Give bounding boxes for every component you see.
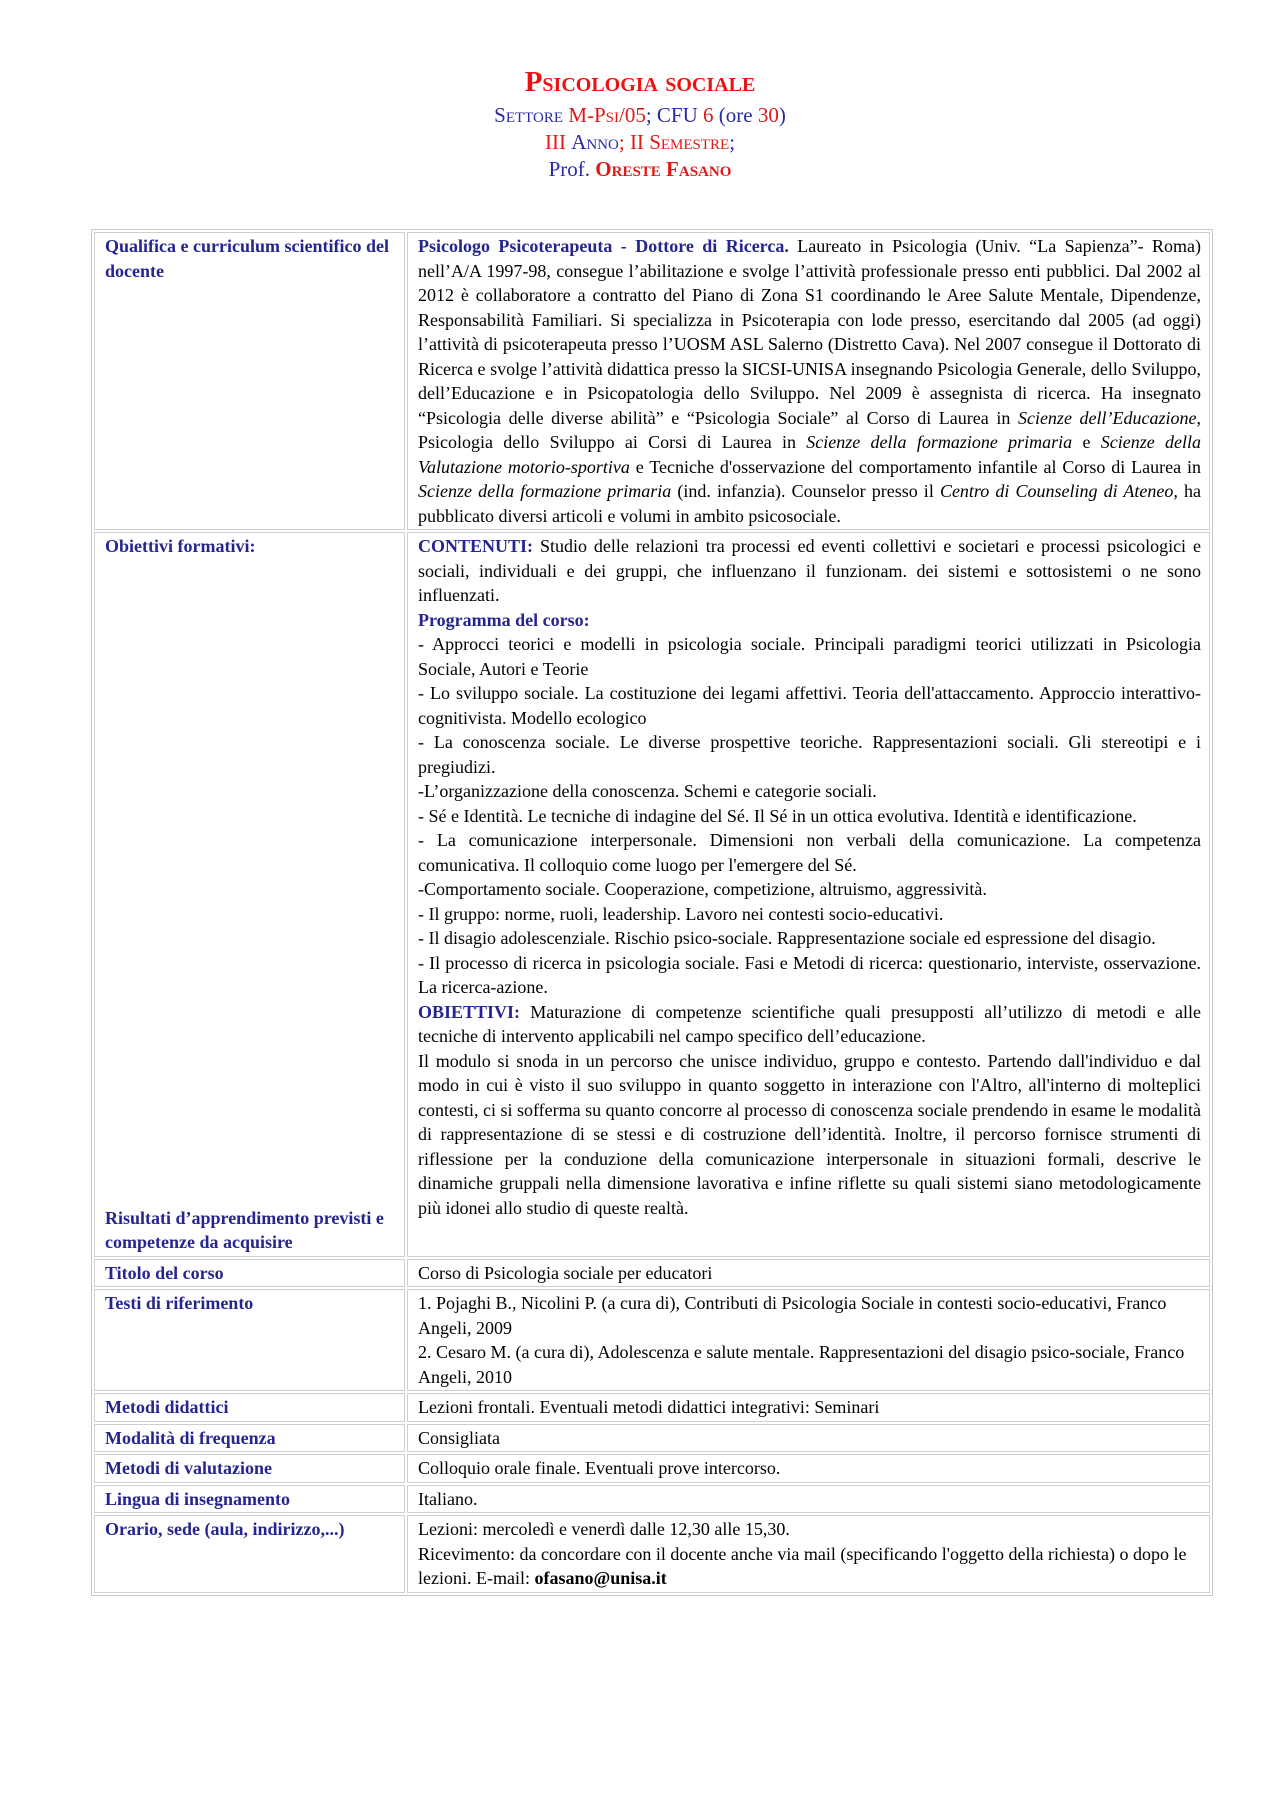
value-testi bbox=[407, 1289, 1210, 1391]
qualifica-text: e bbox=[1072, 432, 1101, 452]
orario-lezioni: Lezioni: mercoledì e venerdì dalle 12,30 alle 15,30. bbox=[418, 1519, 790, 1539]
qualifica-italic: Scienze della formazione primaria bbox=[806, 432, 1073, 452]
qualifica-italic: Scienze della formazione primaria bbox=[418, 481, 672, 501]
row-titolo bbox=[94, 1259, 1210, 1288]
row-metodi-didattici bbox=[94, 1393, 1210, 1422]
modulo-para: Il modulo si snoda in un percorso che unisce individuo, gruppo e contesto. Partendo dall'individuo e dal modo in cui è visto il suo sviluppo in quanto soggetto in interazione con l'Altro, all'interno di molteplici contesti, ci si sofferma su quanto concorre al processo di conoscenza sociale prendendo in esame le modalità di rappresentazione di se stessi e di costruzione dell’identità. Inoltre, il percorso fornisce strumenti di riflessione per la conduzione della comunicazione interpersonale in situazioni formali, descrive le dinamiche gruppali nella dimensione lavorativa e infine riflette su quali sistemi siano metodologicamente più idonei allo studio di queste realtà. bbox=[418, 1050, 1201, 1218]
qualifica-text: ha pubblicato diversi articoli e volumi in ambito psicosociale. bbox=[418, 481, 1201, 526]
value-titolo: Corso di Psicologia sociale per educatori bbox=[407, 1259, 1210, 1288]
prof-label: Prof. bbox=[548, 157, 591, 181]
prof-name: Oreste Fasano bbox=[595, 157, 732, 181]
ore-open: (ore bbox=[718, 103, 753, 127]
label-metodi-didattici: Metodi didattici bbox=[94, 1393, 405, 1422]
semestre-end: ; bbox=[729, 130, 736, 154]
prof-line bbox=[0, 156, 1280, 183]
value-frequenza: Consigliata bbox=[407, 1424, 1210, 1453]
contenuti-text: Studio delle relazioni tra processi ed eventi collettivi e societari e processi psicologici e sociali, individuali e dei gruppi, che influenzano il funzionam. dei sistemi e sottosistemi o ne sono influenzati. bbox=[418, 536, 1201, 605]
ore-value: 30 bbox=[757, 103, 779, 127]
anno-num: III bbox=[544, 130, 566, 154]
programma-item: - Approcci teorici e modelli in psicologia sociale. Principali paradigmi teorici utilizzati in Psicologia Sociale, Autori e Teorie bbox=[418, 634, 1201, 679]
programma-item: - La conoscenza sociale. Le diverse prospettive teoriche. Rappresentazioni sociali. Gli stereotipi e i pregiudizi. bbox=[418, 732, 1201, 777]
qualifica-text: e Tecniche d'osservazione del comportamento infantile al Corso di Laurea in bbox=[629, 456, 1202, 477]
obiettivi-head: OBIETTIVI: bbox=[418, 1001, 521, 1022]
settore-code: M-Psi/05 bbox=[568, 103, 646, 127]
row-obiettivi bbox=[94, 532, 1210, 1257]
value-orario bbox=[407, 1515, 1210, 1593]
row-qualifica bbox=[94, 232, 1210, 530]
course-title: Psicologia sociale bbox=[524, 66, 756, 98]
programma-item: - Sé e Identità. Le tecniche di indagine del Sé. Il Sé in un ottica evolutiva. Identità e identificazione. bbox=[418, 805, 1137, 826]
orario-ricevimento-para bbox=[418, 1542, 1201, 1591]
email-link[interactable]: ofasano@unisa.it bbox=[534, 1568, 667, 1588]
programma-item: - Il processo di ricerca in psicologia sociale. Fasi e Metodi di ricerca: questionario, interviste, osservazione. La ricerca-azione. bbox=[418, 952, 1201, 997]
label-titolo: Titolo del corso bbox=[94, 1259, 405, 1288]
row-orario bbox=[94, 1515, 1210, 1593]
row-valutazione bbox=[94, 1454, 1210, 1483]
ore-close: ) bbox=[778, 103, 786, 127]
settore-label: Settore bbox=[494, 103, 564, 127]
qualifica-lead: Psicologo Psicoterapeuta - Dottore di Ricerca. bbox=[418, 236, 789, 256]
label-frequenza: Modalità di frequenza bbox=[94, 1424, 405, 1453]
obiettivi-para bbox=[418, 1000, 1201, 1049]
testo-item: 2. Cesaro M. (a cura di), Adolescenza e salute mentale. Rappresentazioni del disagio psico-sociale, Franco Angeli, 2010 bbox=[418, 1342, 1185, 1387]
anno-line bbox=[0, 129, 1280, 156]
label-obiettivi-cell bbox=[94, 532, 405, 1257]
value-lingua: Italiano. bbox=[407, 1485, 1210, 1514]
qualifica-italic: Scienze dell’Educazione bbox=[1017, 407, 1197, 428]
contenuti-para bbox=[418, 534, 1201, 608]
orario-ricevimento: Ricevimento: da concordare con il docente anche via mail (specificando l'oggetto della richiesta) o dopo le lezioni. E-mail: bbox=[418, 1543, 1187, 1588]
programma-item: - La comunicazione interpersonale. Dimensioni non verbali della comunicazione. La competenza comunicativa. Il colloquio come luogo per l'emergere del Sé. bbox=[418, 830, 1201, 875]
course-header bbox=[0, 62, 1280, 183]
testo-item: 1. Pojaghi B., Nicolini P. (a cura di), Contributi di Psicologia Sociale in contesti socio-educativi, Franco Angeli, 2009 bbox=[418, 1293, 1167, 1338]
obiettivi-text: Maturazione di competenze scientifiche quali presupposti all’utilizzo di metodi e alle tecniche di intervento applicabili nel campo specifico dell’educazione. bbox=[418, 1001, 1201, 1046]
contenuti-head: CONTENUTI: bbox=[418, 536, 534, 556]
qualifica-italic: Scienze della Valutazione motorio-sportiva bbox=[418, 432, 1201, 477]
label-risultati: Risultati d’apprendimento previsti e competenze da acquisire bbox=[105, 1207, 384, 1252]
programma-item: -L’organizzazione della conoscenza. Schemi e categorie sociali. bbox=[418, 781, 877, 801]
label-orario: Orario, sede (aula, indirizzo,...) bbox=[94, 1515, 405, 1593]
settore-line bbox=[0, 102, 1280, 129]
programma-item: - Il disagio adolescenziale. Rischio psico-sociale. Rappresentazione sociale ed espressione del disagio. bbox=[418, 928, 1156, 948]
label-lingua: Lingua di insegnamento bbox=[94, 1485, 405, 1514]
label-valutazione: Metodi di valutazione bbox=[94, 1454, 405, 1483]
label-testi: Testi di riferimento bbox=[94, 1289, 405, 1391]
row-testi bbox=[94, 1289, 1210, 1391]
semestre-label: Semestre bbox=[649, 130, 730, 154]
value-qualifica bbox=[407, 232, 1210, 530]
programma-item: -Comportamento sociale. Cooperazione, competizione, altruismo, aggressività. bbox=[418, 879, 987, 899]
label-qualifica: Qualifica e curriculum scientifico del docente bbox=[94, 232, 405, 530]
value-valutazione: Colloquio orale finale. Eventuali prove intercorso. bbox=[407, 1454, 1210, 1483]
programma-item: - Lo sviluppo sociale. La costituzione dei legami affettivi. Teoria dell'attaccamento. Approccio interattivo-cognitivista. Modello ecologico bbox=[418, 683, 1201, 728]
programma-head: Programma del corso: bbox=[418, 609, 590, 630]
semestre-num: ; II bbox=[618, 130, 644, 154]
cfu-value: 6 bbox=[703, 103, 714, 127]
anno-label: Anno bbox=[571, 130, 619, 154]
row-frequenza bbox=[94, 1424, 1210, 1453]
qualifica-text: , Psicologia dello Sviluppo ai Corsi di Laurea in bbox=[418, 407, 1201, 452]
programma-item: - Il gruppo: norme, ruoli, leadership. Lavoro nei contesti socio-educativi. bbox=[418, 903, 944, 924]
label-obiettivi: Obiettivi formativi: bbox=[105, 536, 256, 556]
row-lingua bbox=[94, 1485, 1210, 1514]
qualifica-text: (ind. infanzia). Counselor presso il bbox=[671, 481, 940, 501]
value-metodi-didattici: Lezioni frontali. Eventuali metodi didattici integrativi: Seminari bbox=[407, 1393, 1210, 1422]
qualifica-italic: Centro di Counseling di Ateneo, bbox=[939, 481, 1178, 501]
qualifica-text: Laureato in Psicologia (Univ. “La Sapienza”- Roma) nell’A/A 1997-98, consegue l’abilitazione e svolge l’attività professionale presso enti pubblici. Dal 2002 al 2012 è collaboratore a contratto del Piano di Zona S1 coordinando le Aree Salute Mentale, Dipendenze, Responsabilità Familiari. Si specializza in Psicoterapia con lode presso, esercitando dal 2005 (ad oggi) l’attività di psicoterapeuta presso l’UOSM ASL Salerno (Distretto Cava). Nel 2007 consegue il Dottorato di Ricerca e svolge l’attività didattica presso la SICSI-UNISA insegnando Psicologia Generale, dello Sviluppo, dell’Educazione e in Psicopatologia dello Sviluppo. Nel 2009 è assegnista di ricerca. Ha insegnato “Psicologia delle diverse abilità” e “Psicologia Sociale” al Corso di Laurea in bbox=[418, 236, 1201, 428]
course-table bbox=[91, 229, 1213, 1596]
cfu-label: ; CFU bbox=[645, 103, 698, 127]
value-obiettivi bbox=[407, 532, 1210, 1257]
